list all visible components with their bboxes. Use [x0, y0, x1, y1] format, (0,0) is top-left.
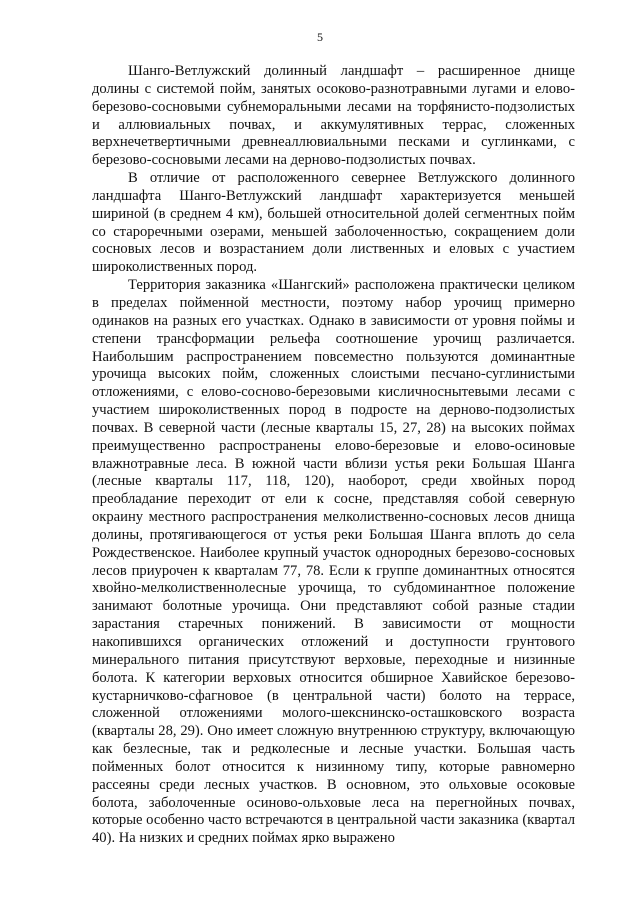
paragraph-reserve-territory: Территория заказника «Шангский» расположена практически целиком в пределах пойменной местности, поэтому набор урочищ примерно одинаков на разных его участках. Однако в зависимости от уровня поймы и степени трансформации рельефа соотношение урочищ различается. Наибольшим распространением повсеместно пользуются доминантные урочища высоких пойм, сложенных слоистыми песчано-суглинистыми отложениями, с елово-сосново-березовыми кисличноснытевыми лесами с участием широколиственных пород в подросте на дерново-подзолистых почвах. В северной части (лесные кварталы 15, 27, 28) на высоких поймах преимущественно распространены елово-березовые и елово-осиновые влажнотравные леса. В южной части вблизи устья реки Большая Шанга (лесные кварталы 117, 118, 120), наоборот, среди хвойных пород преобладание переходит от ели к сосне, представляя собой северную окраину местного распространения мелколиственно-сосновых лесов днища долины, протягивающегося от устья реки Большая Шанга вплоть до села Рождественское. Наиболее крупный участок однородных березово-сосновых лесов приурочен к кварталам 77, 78. Если к группе доминантных относятся хвойно-мелколиственнолесные урочища, то субдоминантное положение занимают болотные урочища. Они представляют собой разные стадии зарастания старечных понижений. В зависимости от мощности накопившихся органических отложений и доступности грунтового минерального питания присутствуют верховые, переходные и низинные болота. К категории верховых относится обширное Хавийское березово-кустарничково-сфагновое (в центральной части) болото на террасе, сложенной отложениями молого-шекснинско-осташковского возраста (кварталы 28, 29). Оно имеет сложную внутреннюю структуру, включающую как безлесные, так и редколесные и лесные участки. Большая часть пойменных болот относится к низинному типу, которые равномерно рассеяны среди лесных участков. В основном, это ольховые осоковые болота, заболоченные осиново-ольховые леса на перегнойных почвах, которые особенно часто встречаются в центральной части заказника (квартал 40). На низких и средних поймах ярко выражено — [92, 277, 575, 847]
page-number: 5 — [317, 30, 323, 44]
paragraph-landscape-comparison: В отличие от расположенного севернее Ветлужского долинного ландшафта Шанго-Ветлужский ландшафт характеризуется меньшей шириной (в среднем 4 км), большей относительной долей сегментных пойм со староречными озерами, меньшей заболоченностью, сокращением доли сосновых лесов и возрастанием доли лиственных и еловых с участием широколиственных пород. — [92, 170, 575, 276]
paragraph-landscape-description: Шанго-Ветлужский долинный ландшафт – расширенное днище долины с системой пойм, занятых осоково-разнотравными лугами и елово-березово-сосновыми субнеморальными лесами на торфянисто-подзолистых и аллювиальных почвах, и аккумулятивных террас, сложенных верхнечетвертичными древнеаллювиальными песками и суглинками, с березово-сосновыми лесами на дерново-подзолистых почвах. — [92, 63, 575, 169]
body-text — [92, 63, 575, 848]
